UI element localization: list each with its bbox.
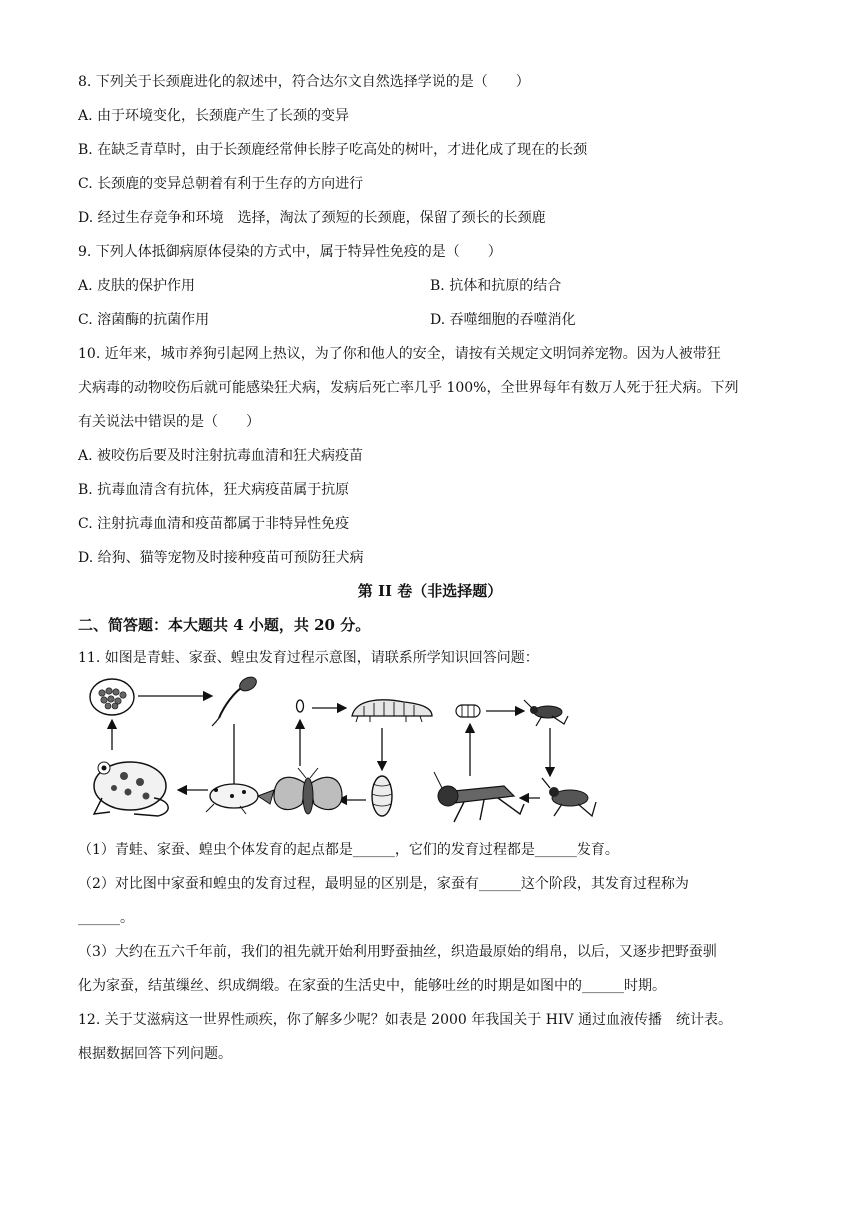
q12-stem-line-2: 根据数据回答下列问题。 (78, 1046, 232, 1062)
q11-sub-1: （1）青蛙、家蚕、蝗虫个体发育的起点都是______，它们的发育过程都是______发育。 (78, 842, 619, 858)
q11-sub-2-cont: ______。 (78, 910, 134, 926)
q8-stem: 8. 下列关于长颈鹿进化的叙述中，符合达尔文自然选择学说的是（ ） (78, 74, 530, 90)
q8-option-b: B. 在缺乏青草时，由于长颈鹿经常伸长脖子吃高处的树叶，才进化成了现在的长颈 (78, 142, 588, 158)
q11-sub-2: （2）对比图中家蚕和蝗虫的发育过程，最明显的区别是，家蚕有______这个阶段，其发育过程称为 (78, 876, 689, 892)
locust-eggs (456, 705, 480, 717)
q11-sub-3: （3）大约在五六千年前，我们的祖先就开始利用野蚕抽丝，织造最原始的绢帛，以后，又逐步把野蚕驯 (78, 944, 717, 960)
silkworm-egg (297, 700, 304, 712)
q10-option-b: B. 抗毒血清含有抗体，狂犬病疫苗属于抗原 (78, 482, 350, 498)
q9-option-a: A. 皮肤的保护作用 (78, 278, 196, 294)
q10-option-c: C. 注射抗毒血清和疫苗都属于非特异性免疫 (78, 516, 350, 532)
q10-stem-line-2: 犬病毒的动物咬伤后就可能感染狂犬病，发病后死亡率几乎 100%，全世界每年有数万人死于狂犬病。下列 (78, 380, 739, 396)
adult-locust (434, 772, 524, 822)
locust-nymph-large (542, 778, 596, 816)
part-title: 二、简答题：本大题共 4 小题，共 20 分。 (78, 616, 371, 634)
locust-nymph-small (524, 700, 568, 726)
q9-stem: 9. 下列人体抵御病原体侵染的方式中，属于特异性免疫的是（ ） (78, 244, 502, 260)
silkworm-larva (352, 700, 432, 722)
q8-option-c: C. 长颈鹿的变异总朝着有利于生存的方向进行 (78, 176, 364, 192)
q10-option-d: D. 给狗、猫等宠物及时接种疫苗可预防狂犬病 (78, 550, 364, 566)
q10-option-a: A. 被咬伤后要及时注射抗毒血清和狂犬病疫苗 (78, 448, 364, 464)
tadpole (212, 674, 259, 726)
q10-stem-line-1: 10. 近年来，城市养狗引起网上热议，为了你和他人的安全，请按有关规定文明饲养宠物。因为人被带狂 (78, 346, 721, 362)
q9-option-b: B. 抗体和抗原的结合 (430, 278, 562, 294)
q8-option-d: D. 经过生存竞争和环境 选择，淘汰了颈短的长颈鹿，保留了颈长的长颈鹿 (78, 210, 546, 226)
development-diagram (84, 672, 604, 832)
q9-option-d: D. 吞噬细胞的吞噬消化 (430, 312, 576, 328)
silkworm-moth (274, 768, 342, 814)
frog-eggs (90, 679, 134, 715)
silkworm-pupa (372, 776, 392, 816)
volume-title: 第 II 卷（非选择题） (357, 582, 503, 600)
adult-frog (94, 762, 168, 816)
q9-option-c: C. 溶菌酶的抗菌作用 (78, 312, 210, 328)
q8-option-a: A. 由于环境变化，长颈鹿产生了长颈的变异 (78, 108, 350, 124)
q10-stem-line-3: 有关说法中错误的是（ ） (78, 414, 260, 430)
q12-stem-line-1: 12. 关于艾滋病这一世界性顽疾，你了解多少呢？如表是 2000 年我国关于 HIV 通过血液传播 统计表。 (78, 1012, 732, 1028)
froglet (206, 784, 274, 814)
q11-stem: 11. 如图是青蛙、家蚕、蝗虫发育过程示意图，请联系所学知识回答问题： (78, 650, 539, 666)
q11-sub-3-cont: 化为家蚕，结茧缫丝、织成绸缎。在家蚕的生活史中，能够吐丝的时期是如图中的______时期。 (78, 978, 666, 994)
